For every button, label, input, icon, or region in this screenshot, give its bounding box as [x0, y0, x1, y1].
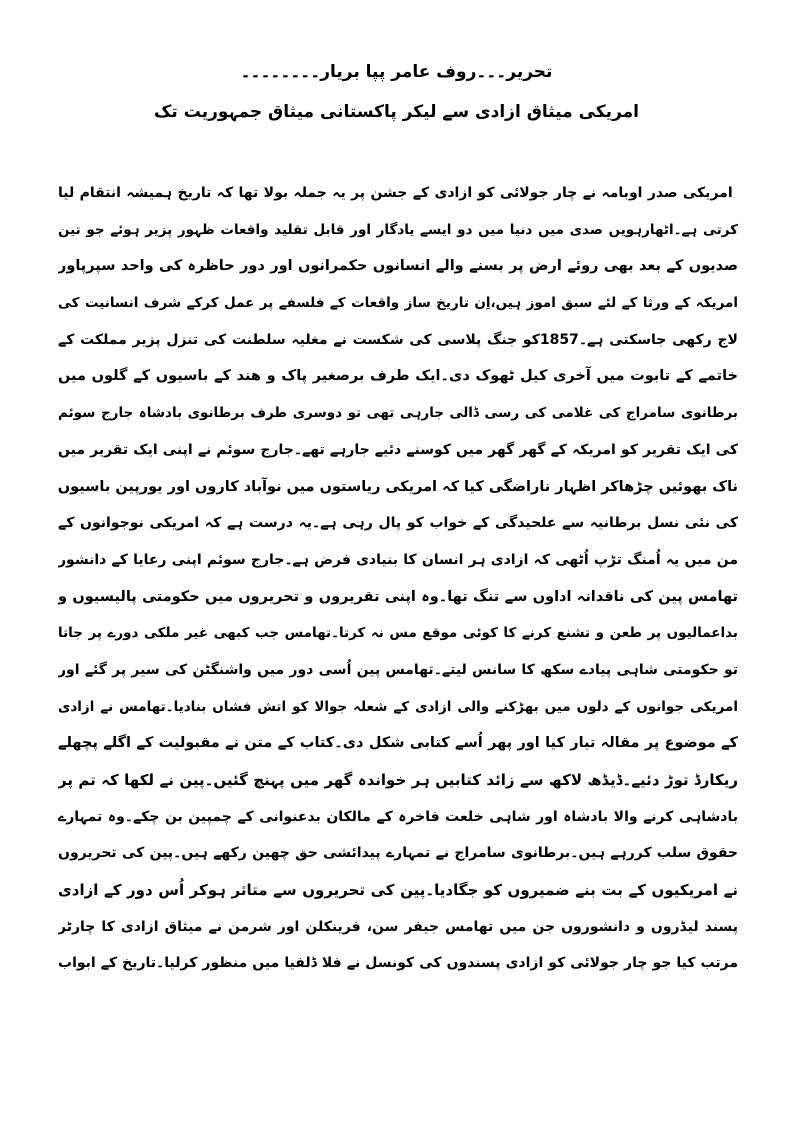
body-line: کے موضوع پر مقالہ تیار کیا اور پھر اُسے کتابی شکل دی۔کتاب کے متن نے مقبولیت کے اگلے پچھلے [58, 735, 738, 752]
body-line: تو حکومتی شاہی پیادے سکھ کا سانس لیتے۔تھامس پین اُسی دور میں واشنگٹن کی سیر پر گئے اور [58, 661, 738, 678]
body-line: ناک بھوئیں چڑھاکر اظہار ناراضگی کیا کہ امریکی ریاستوں میں نوآباد کاروں اور یورپین باسیوں [58, 478, 738, 495]
body-line: امریکی جوانوں کے دلوں میں بھڑکنے والی ازادی کے شعلہ جوالا کو اتش فشاں بنادیا۔تھامس نے ازادی [58, 698, 738, 715]
body-line: کی نئی نسل برطانیہ سے علحیدگی کے خواب کو پال رہی ہے۔یہ درست ہے کہ امریکی نوجوانوں کے [58, 515, 738, 532]
article-body [58, 175, 738, 982]
author-byline: تحریر۔۔۔روف عامر پپا بریار۔۔۔۔۔۔۔۔ [240, 62, 553, 82]
body-line: کی ایک تقریر کو امریکہ کے گھر گھر میں کوسنے دئیے جارہے تھے۔جارج سوئم نے اپنی ایک تقریر میں [58, 441, 738, 458]
body-line: پسند لیڈروں و دانشوروں جن میں تھامس جیفر سن، فرینکلن اور شرمن نے میثاق ازادی کا چارٹر [58, 918, 738, 935]
body-line: صدیوں کے بعد بھی روئے ارض پر بسنے والے انسانوں حکمرانوں اور دور حاظرہ کی واحد سپرپاور [58, 258, 738, 275]
body-line: کرتی ہے۔اٹھارہویں صدی میں دنیا میں دو ایسے یادگار اور قابل تقلید واقعات ظہور پزیر ہوئے جو تین [58, 221, 738, 238]
body-line: ریکارڈ توڑ دئیے۔ڈیڈھ لاکھ سے زائد کتابیں ہر خواندہ گھر میں پہنچ گئیں۔پین نے لکھا کہ تم پر [58, 771, 738, 789]
body-line: امریکہ کے ورثا کے لئے سبق اموز ہیں،اِن تاریخ ساز واقعات کے فلسفے پر عمل کرکے شرف انسانیت کی [58, 295, 738, 312]
body-line: مرتب کیا جو چار جولائی کو ازادی پسندوں کی کونسل نے فلا ڈلفیا میں منظور کرلیا۔تاریخ کے ابواب [58, 955, 738, 972]
body-line: نے امریکیوں کے بت بنے ضمیروں کو جگادیا۔پین کی تحریروں سے متاثر ہوکر اُس دور کے ازادی [58, 881, 738, 900]
body-line: من میں یہ اُمنگ تڑپ اُٹھی کہ ازادی ہر انسان کا بنیادی فرض ہے۔جارج سوئم اپنی رعایا کے دانشور [58, 551, 738, 568]
document-title: امریکی میثاق ازادی سے لیکر پاکستانی میثاق جمہوریت تک [153, 102, 639, 122]
body-line: برطانوی سامراج کی غلامی کی رسی ڈالی جارہی تھی تو دوسری طرف برطانوی بادشاہ جارج سوئم [58, 405, 738, 422]
body-line: حقوق سلب کررہے ہیں۔برطانوی سامراج نے تمہارے پیدائشی حق چھین رکھے ہیں۔پین کی تحریروں [58, 845, 738, 862]
body-line: بادشاہی کرنے والا بادشاہ اور شاہی خلعت فاخرہ کے مالکان بدعنوانی کے چمپین بن چکے۔وہ تمہارے [58, 808, 738, 825]
body-line: ؑ امریکی صدر اوبامہ نے چار جولائی کو ازادی کے جشن پر یہ جملہ بولا تھا کہ تاریخ ہمیشہ انتقام لیا [58, 185, 738, 201]
body-line: بداعمالیوں پر طعن و تشنع کرنے کا کوئی موقع مس نہ کرتا۔تھامس جب کبھی غیر ملکی دورے پر جاتا [58, 625, 738, 642]
body-line: لاج رکھی جاسکتی ہے۔1857کو جنگ پلاسی کی شکست نے مغلیہ سلطنت کی تنزل پزیر مملکت کے [58, 331, 738, 348]
body-line: تھامس پین کی ناقدانہ اداوں سے تنگ تھا۔وہ اپنی تقریروں و تحریروں میں حکومتی پالیسیوں و [58, 588, 738, 605]
body-line: خاتمے کے تابوت میں آخری کیل ٹھوک دی۔ایک طرف برصغیر پاک و ھند کے باسیوں کے گلوں میں [58, 368, 738, 385]
